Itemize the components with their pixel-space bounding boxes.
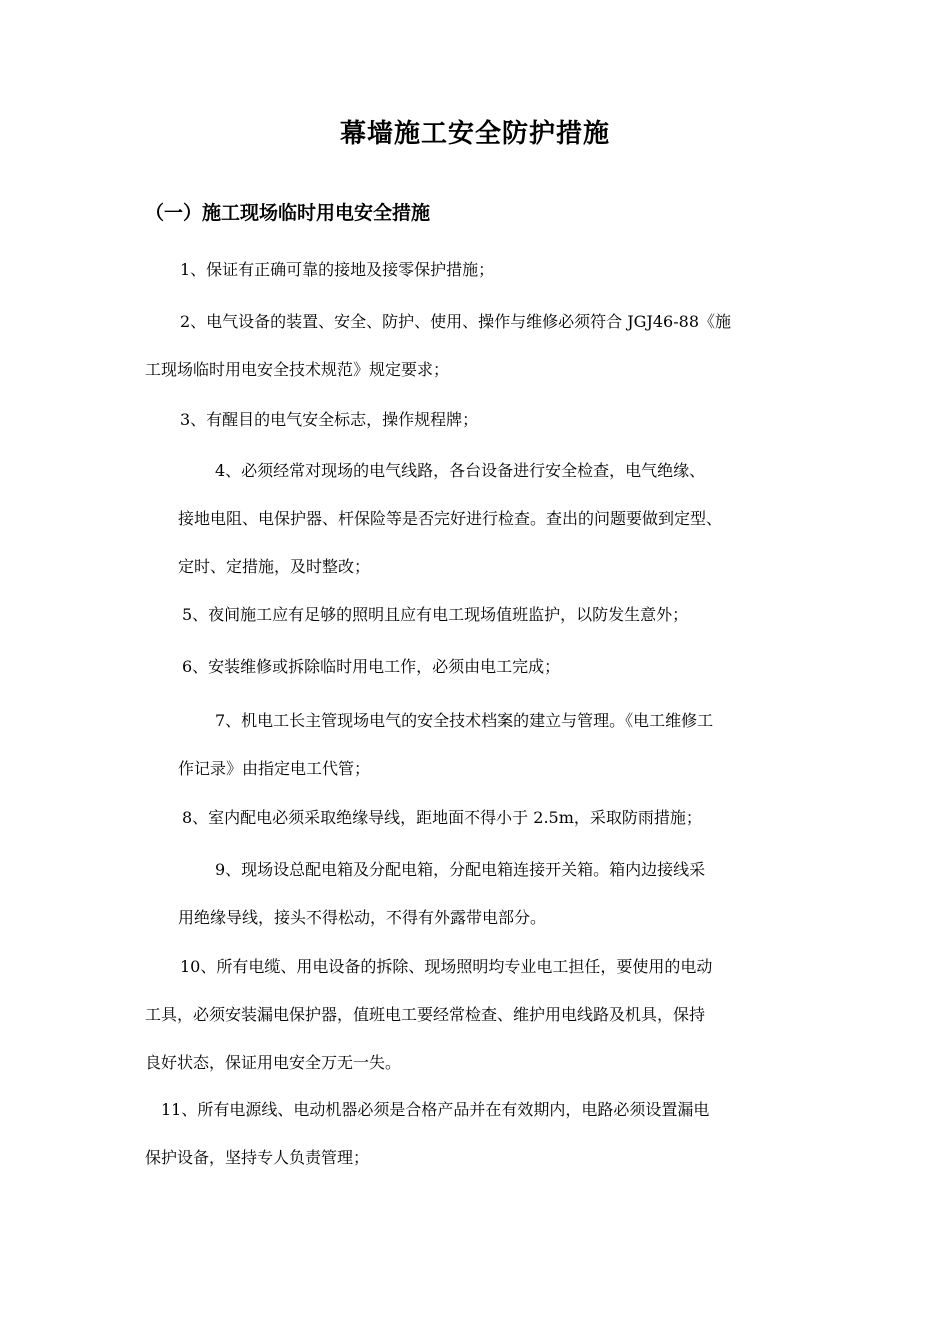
list-item xyxy=(180,396,478,444)
paragraph-line: 4、必须经常对现场的电气线路，各台设备进行安全检查，电气绝缘、 xyxy=(215,461,706,480)
paragraph-line: 6、安装维修或拆除临时用电工作，必须由电工完成； xyxy=(182,657,561,676)
paragraph-line: 10、所有电缆、用电设备的拆除、现场照明均专业电工担任，要使用的电动 xyxy=(180,957,713,976)
paragraph-line: 1、保证有正确可靠的接地及接零保护措施； xyxy=(180,260,495,279)
list-item xyxy=(145,943,712,1087)
list-item xyxy=(178,697,713,793)
paragraph-line: 用绝缘导线，接头不得松动，不得有外露带电部分。 xyxy=(178,908,547,927)
paragraph-line: 9、现场设总配电箱及分配电箱，分配电箱连接开关箱。箱内边接线采 xyxy=(215,860,706,879)
paragraph-line: 5、夜间施工应有足够的照明且应有电工现场值班监护，以防发生意外； xyxy=(182,605,689,624)
section-heading: （一）施工现场临时用电安全措施 xyxy=(145,202,431,224)
list-item xyxy=(178,447,722,591)
paragraph-line: 定时、定措施，及时整改； xyxy=(178,557,371,576)
paragraph-line: 工现场临时用电安全技术规范》规定要求； xyxy=(145,360,450,379)
list-item xyxy=(180,246,494,294)
list-item xyxy=(182,643,560,691)
list-item xyxy=(145,298,731,394)
paragraph-line: 3、有醒目的电气安全标志，操作规程牌； xyxy=(180,410,479,429)
document-title: 幕墙施工安全防护措施 xyxy=(339,119,610,149)
paragraph-line: 接地电阻、电保护器、杆保险等是否完好进行检查。查出的问题要做到定型、 xyxy=(178,509,723,528)
list-item xyxy=(182,794,702,842)
paragraph-line: 11、所有电源线、电动机器必须是合格产品并在有效期内，电路必须设置漏电 xyxy=(161,1100,710,1119)
list-item xyxy=(178,846,705,942)
paragraph-line: 工具，必须安装漏电保护器，值班电工要经常检查、维护用电线路及机具，保持 xyxy=(145,1005,706,1024)
list-item xyxy=(145,1086,709,1182)
list-item xyxy=(182,591,688,639)
paragraph-line: 良好状态，保证用电安全万无一失。 xyxy=(145,1053,402,1072)
paragraph-line: 7、机电工长主管现场电气的安全技术档案的建立与管理。《电工维修工 xyxy=(215,711,714,730)
paragraph-line: 作记录》由指定电工代管； xyxy=(178,759,371,778)
paragraph-line: 8、室内配电必须采取绝缘导线，距地面不得小于 2.5m，采取防雨措施； xyxy=(182,808,702,827)
paragraph-line: 2、电气设备的装置、安全、防护、使用、操作与维修必须符合 JGJ46-88《施 xyxy=(180,312,732,331)
paragraph-line: 保护设备，坚持专人负责管理； xyxy=(145,1148,370,1167)
